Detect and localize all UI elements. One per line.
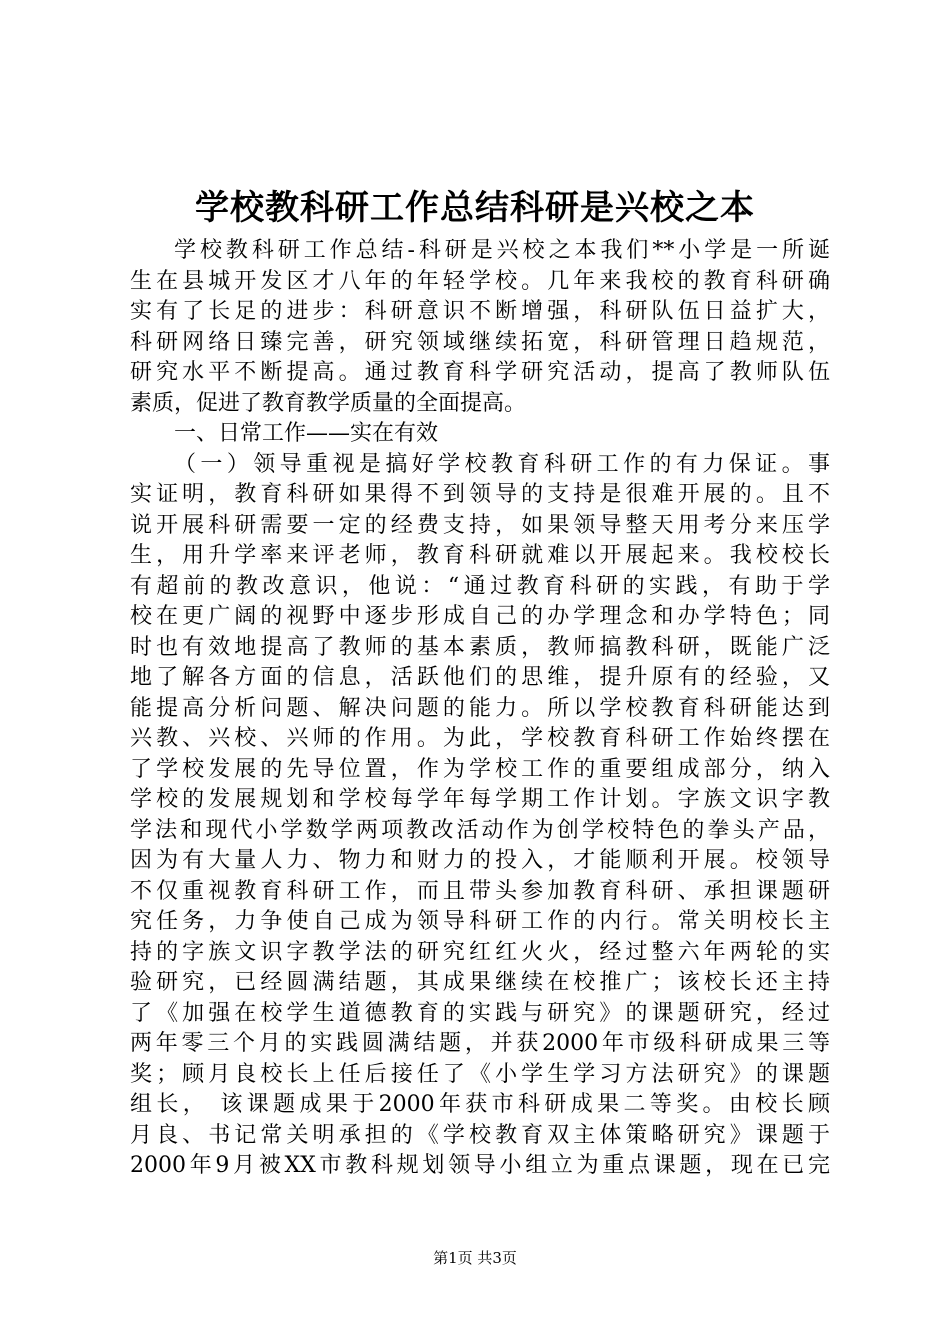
text-line: 研究水平不断提高。通过教育科学研究活动，提高了教师队伍 xyxy=(130,360,830,385)
text-line: 学法和现代小学数学两项教改活动作为创学校特色的拳头产品， xyxy=(130,817,830,843)
page-footer: 第1页 共3页 xyxy=(433,1249,517,1267)
text-line: 素质，促进了教育教学质量的全面提高。 xyxy=(130,390,527,416)
text-line: 时也有效地提高了教师的基本素质，教师搞教科研，既能广泛 xyxy=(130,634,830,660)
document-title: 学校教科研工作总结科研是兴校之本 xyxy=(195,188,755,228)
text-line: 实有了长足的进步：科研意识不断增强，科研队伍日益扩大， xyxy=(130,299,830,324)
text-line: 持的字族文识字教学法的研究红红火火，经过整六年两轮的实 xyxy=(130,939,830,965)
text-line: 了《加强在校学生道德教育的实践与研究》的课题研究，经过 xyxy=(130,1000,830,1026)
text-line: 两年零三个月的实践圆满结题，并获2000年市级科研成果三等 xyxy=(130,1031,830,1056)
text-line: 学校教科研工作总结-科研是兴校之本我们**小学是一所诞 xyxy=(174,238,830,263)
text-line: 因为有大量人力、物力和财力的投入，才能顺利开展。校领导 xyxy=(130,848,830,873)
text-line: 地了解各方面的信息，活跃他们的思维，提升原有的经验，又 xyxy=(130,665,830,690)
text-line: 2000年9月被XX市教科规划领导小组立为重点课题，现在已完 xyxy=(130,1153,830,1178)
text-line: 说开展科研需要一定的经费支持，如果领导整天用考分来压学 xyxy=(130,512,830,538)
text-line: 组长， 该课题成果于2000年获市科研成果二等奖。由校长顾 xyxy=(130,1092,830,1117)
document-body xyxy=(130,236,830,1182)
text-line: 兴教、兴校、兴师的作用。为此，学校教育科研工作始终摆在 xyxy=(130,726,830,751)
text-line: 不仅重视教育科研工作，而且带头参加教育科研、承担课题研 xyxy=(130,878,830,904)
text-line: 学校的发展规划和学校每学年每学期工作计划。字族文识字教 xyxy=(130,787,830,812)
text-line: 了学校发展的先导位置，作为学校工作的重要组成部分，纳入 xyxy=(130,756,830,782)
text-line: 能提高分析问题、解决问题的能力。所以学校教育科研能达到 xyxy=(130,695,830,721)
text-line: 验研究，已经圆满结题，其成果继续在校推广；该校长还主持 xyxy=(130,970,830,995)
text-line: 校在更广阔的视野中逐步形成自己的办学理念和办学特色；同 xyxy=(130,604,830,629)
text-line: 有超前的教改意识，他说：“通过教育科研的实践，有助于学 xyxy=(130,573,830,599)
text-line: 生，用升学率来评老师，教育科研就难以开展起来。我校校长 xyxy=(130,543,830,568)
text-line: 科研网络日臻完善，研究领域继续拓宽，科研管理日趋规范， xyxy=(130,329,830,355)
text-line: 奖；顾月良校长上任后接任了《小学生学习方法研究》的课题 xyxy=(130,1061,830,1087)
text-line: 月良、书记常关明承担的《学校教育双主体策略研究》课题于 xyxy=(130,1122,830,1148)
text-line: 究任务，力争使自己成为领导科研工作的内行。常关明校长主 xyxy=(130,909,830,934)
section-heading: 一、日常工作——实在有效 xyxy=(174,421,439,446)
text-line: 实证明，教育科研如果得不到领导的支持是很难开展的。且不 xyxy=(130,482,830,507)
text-line: （一）领导重视是搞好学校教育科研工作的有力保证。事 xyxy=(174,451,830,477)
text-line: 生在县城开发区才八年的年轻学校。几年来我校的教育科研确 xyxy=(130,268,830,294)
